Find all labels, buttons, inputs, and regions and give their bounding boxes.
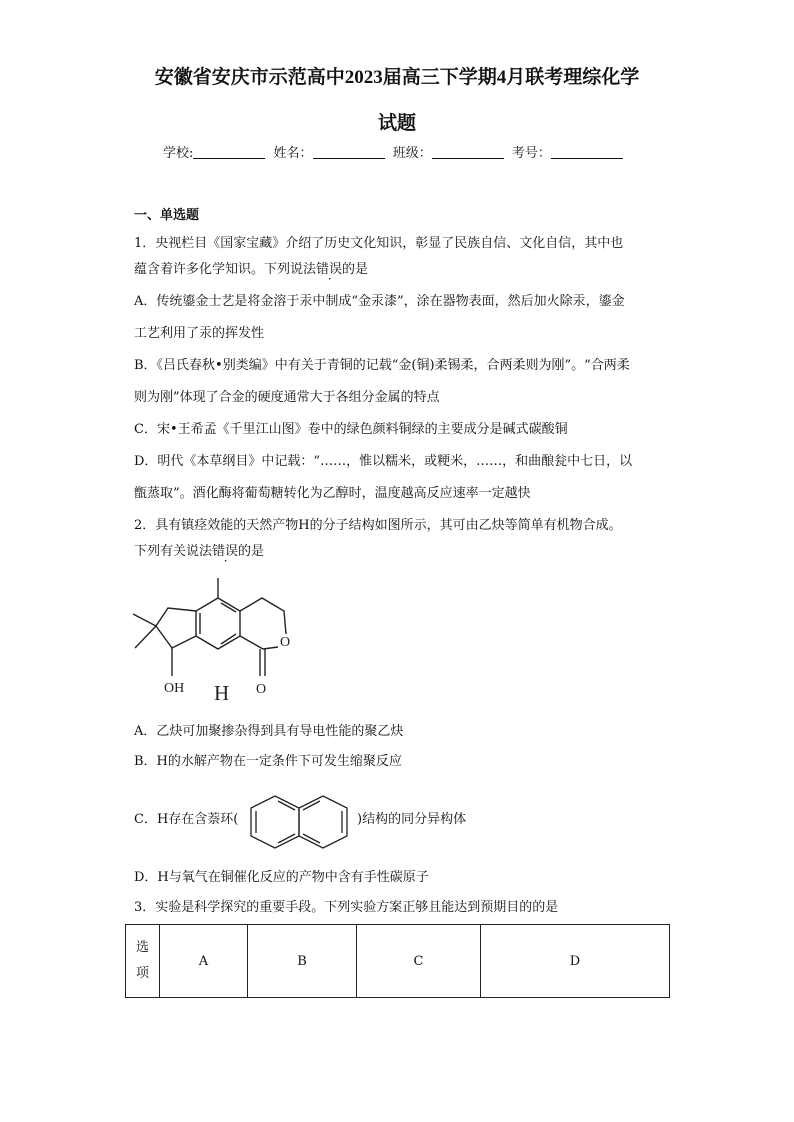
col-d: D (481, 925, 670, 998)
q1-option-b-line1: B．《吕氏春秋•别类编》中有关于青铜的记载“金(铜)柔锡柔，合两柔则为刚”。“合两柔 (134, 358, 630, 373)
section-title: 一、单选题 (134, 208, 200, 223)
carbonyl-oxygen-label: O (256, 682, 267, 697)
q1-option-a-line1: A．传统鎏金士艺是将金溶于汞中制成“金汞漆”，涂在器物表面，然后加火除汞，鎏金 (134, 294, 625, 309)
q2-stem-line1: 2．具有镇痉效能的天然产物H的分子结构如图所示，其可由乙炔等简单有机物合成。 (134, 518, 622, 533)
q2-stem-line2 (134, 544, 264, 560)
header-char-1: 选 (135, 940, 149, 955)
q1-stem-line2 (134, 262, 368, 278)
name-blank (313, 146, 385, 159)
q2-option-c-post: )结构的同分异构体 (357, 812, 467, 827)
col-a: A (160, 925, 248, 998)
table-row (126, 925, 670, 998)
school-label: 学校: (163, 146, 194, 161)
q1-stem-text: 蕴含着许多化学知识。下列说法 (134, 262, 317, 277)
q2-option-d: D．H与氧气在铜催化反应的产物中含有手性碳原子 (134, 870, 429, 885)
page-title-line2: 试题 (377, 113, 416, 134)
q2-stem-end: 的是 (238, 544, 265, 559)
q3-options-table (125, 924, 670, 998)
q1-emphasis: 错误 (316, 262, 343, 277)
school-blank (193, 146, 265, 159)
header-char-2: 项 (135, 966, 149, 981)
header-cell (126, 925, 160, 998)
q2-option-c-pre: C．H存在含萘环( (134, 812, 239, 827)
q1-stem-end: 的是 (342, 262, 369, 277)
q1-option-d-line2: 甑蒸取”。酒化酶将葡萄糖转化为乙醇时，温度越高反应速率一定越快 (134, 486, 531, 501)
col-c: C (357, 925, 481, 998)
q1-option-c: C．宋•王希孟《千里江山图》卷中的绿色颜料铜绿的主要成分是碱式碳酸铜 (134, 422, 568, 437)
ring-oxygen-label: O (280, 635, 291, 650)
name-label: 姓名： (273, 146, 313, 161)
class-blank (432, 146, 504, 159)
number-label: 考号： (511, 146, 551, 161)
q1-option-a-line2: 工艺利用了汞的挥发性 (134, 326, 265, 341)
number-blank (551, 146, 623, 159)
molecule-h-structure (128, 576, 308, 706)
student-info-line (163, 146, 627, 162)
q2-option-b: B．H的水解产物在一定条件下可发生缩聚反应 (134, 754, 402, 769)
q1-option-d-line1: D．明代《本草纲目》中记载：“……，惟以糯米，或粳米，……，和曲酿瓮中七日，以 (134, 454, 633, 469)
q2-option-a: A．乙炔可加聚掺杂得到具有导电性能的聚乙炔 (134, 724, 404, 739)
q1-option-b-line2: 则为刚”体现了合金的硬度通常大于各组分金属的特点 (134, 390, 440, 405)
col-b: B (248, 925, 357, 998)
class-label: 班级： (392, 146, 432, 161)
oh-label: OH (164, 681, 185, 696)
q2-stem-text: 下列有关说法 (134, 544, 213, 559)
q3-stem: 3．实验是科学探究的重要手段。下列实验方案正够且能达到预期目的的是 (134, 900, 559, 915)
page-title: 安徽省安庆市示范高中2023届高三下学期4月联考理综化学 (154, 67, 640, 88)
q1-stem-line1: 1．央视栏目《国家宝藏》介绍了历史文化知识，彰显了民族自信、文化自信，其中也 (134, 236, 624, 251)
q2-emphasis: 错误 (212, 544, 239, 559)
molecule-label: H (214, 681, 230, 705)
naphthalene-structure (243, 792, 355, 852)
